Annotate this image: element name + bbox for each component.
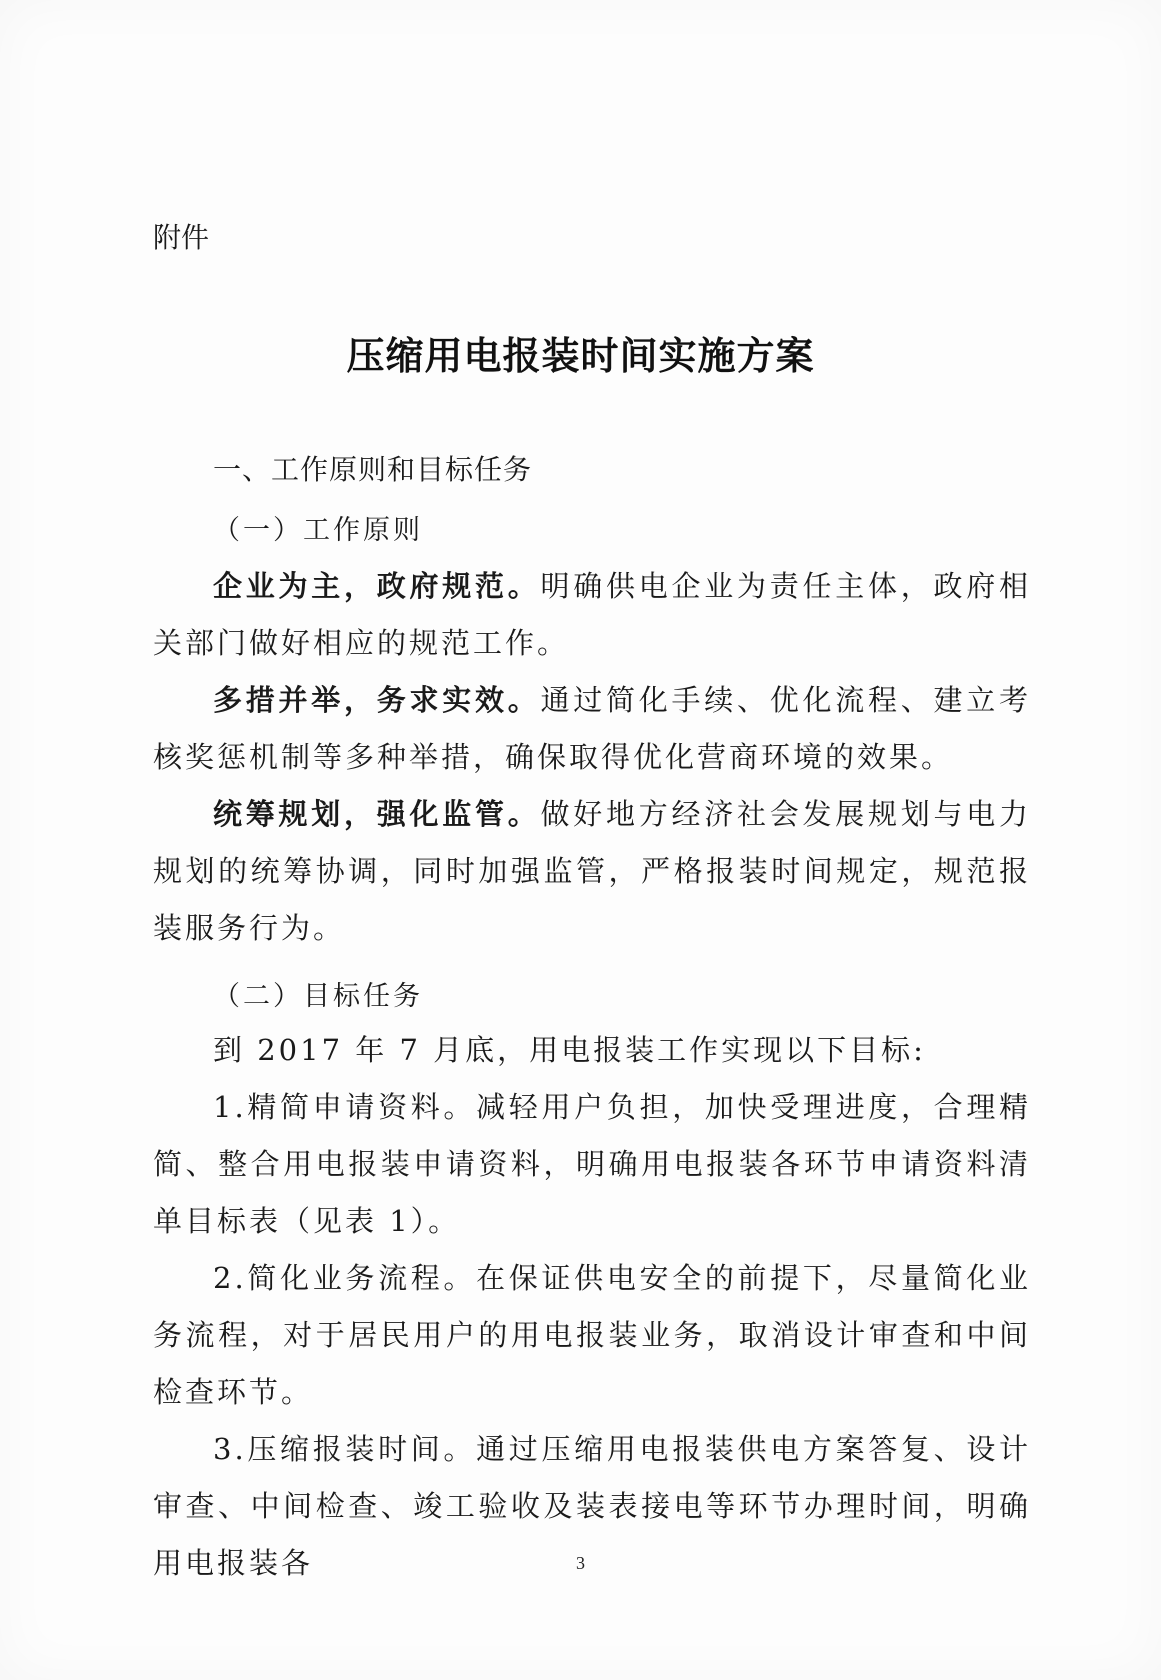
targets-body (153, 1022, 1031, 1592)
principle-text: 做好地方经济社会发展规划与电力规划的统筹协调，同时加强监管，严格报装时间规定，规范报装服务行为。 (153, 797, 1031, 945)
page-number: 3 (576, 1553, 585, 1573)
target-item: 3.压缩报装时间。通过压缩用电报装供电方案答复、设计审查、中间检查、竣工验收及装表接电等环节办理时间，明确用电报装各 (153, 1432, 1031, 1580)
document-title: 压缩用电报装时间实施方案 (346, 333, 815, 378)
target-item: 1.精简申请资料。减轻用户负担，加快受理进度，合理精简、整合用电报装申请资料，明确用电报装各环节申请资料清单目标表（见表 1）。 (153, 1090, 1031, 1238)
target-item: 2.简化业务流程。在保证供电安全的前提下，尽量简化业务流程，对于居民用户的用电报装业务，取消设计审查和中间检查环节。 (153, 1261, 1031, 1409)
principle-paragraph (153, 672, 1031, 786)
subsection-heading-principles: （一）工作原则 (213, 515, 423, 546)
principle-text: 明确供电企业为责任主体，政府相关部门做好相应的规范工作。 (153, 569, 1031, 660)
attachment-label: 附件 (153, 221, 210, 254)
targets-intro: 到 2017 年 7 月底，用电报装工作实现以下目标: (213, 1033, 926, 1067)
principle-text: 通过简化手续、优化流程、建立考核奖惩机制等多种举措，确保取得优化营商环境的效果。 (153, 683, 1031, 774)
principle-lead: 统筹规划，强化监管。 (213, 797, 541, 831)
principle-paragraph (153, 786, 1031, 957)
principle-lead: 多措并举，务求实效。 (213, 683, 541, 717)
principle-lead: 企业为主，政府规范。 (213, 569, 541, 603)
principles-body (153, 558, 1031, 957)
principle-paragraph (153, 558, 1031, 672)
subsection-heading-targets: （二）目标任务 (213, 981, 423, 1012)
section-heading: 一、工作原则和目标任务 (213, 453, 533, 486)
